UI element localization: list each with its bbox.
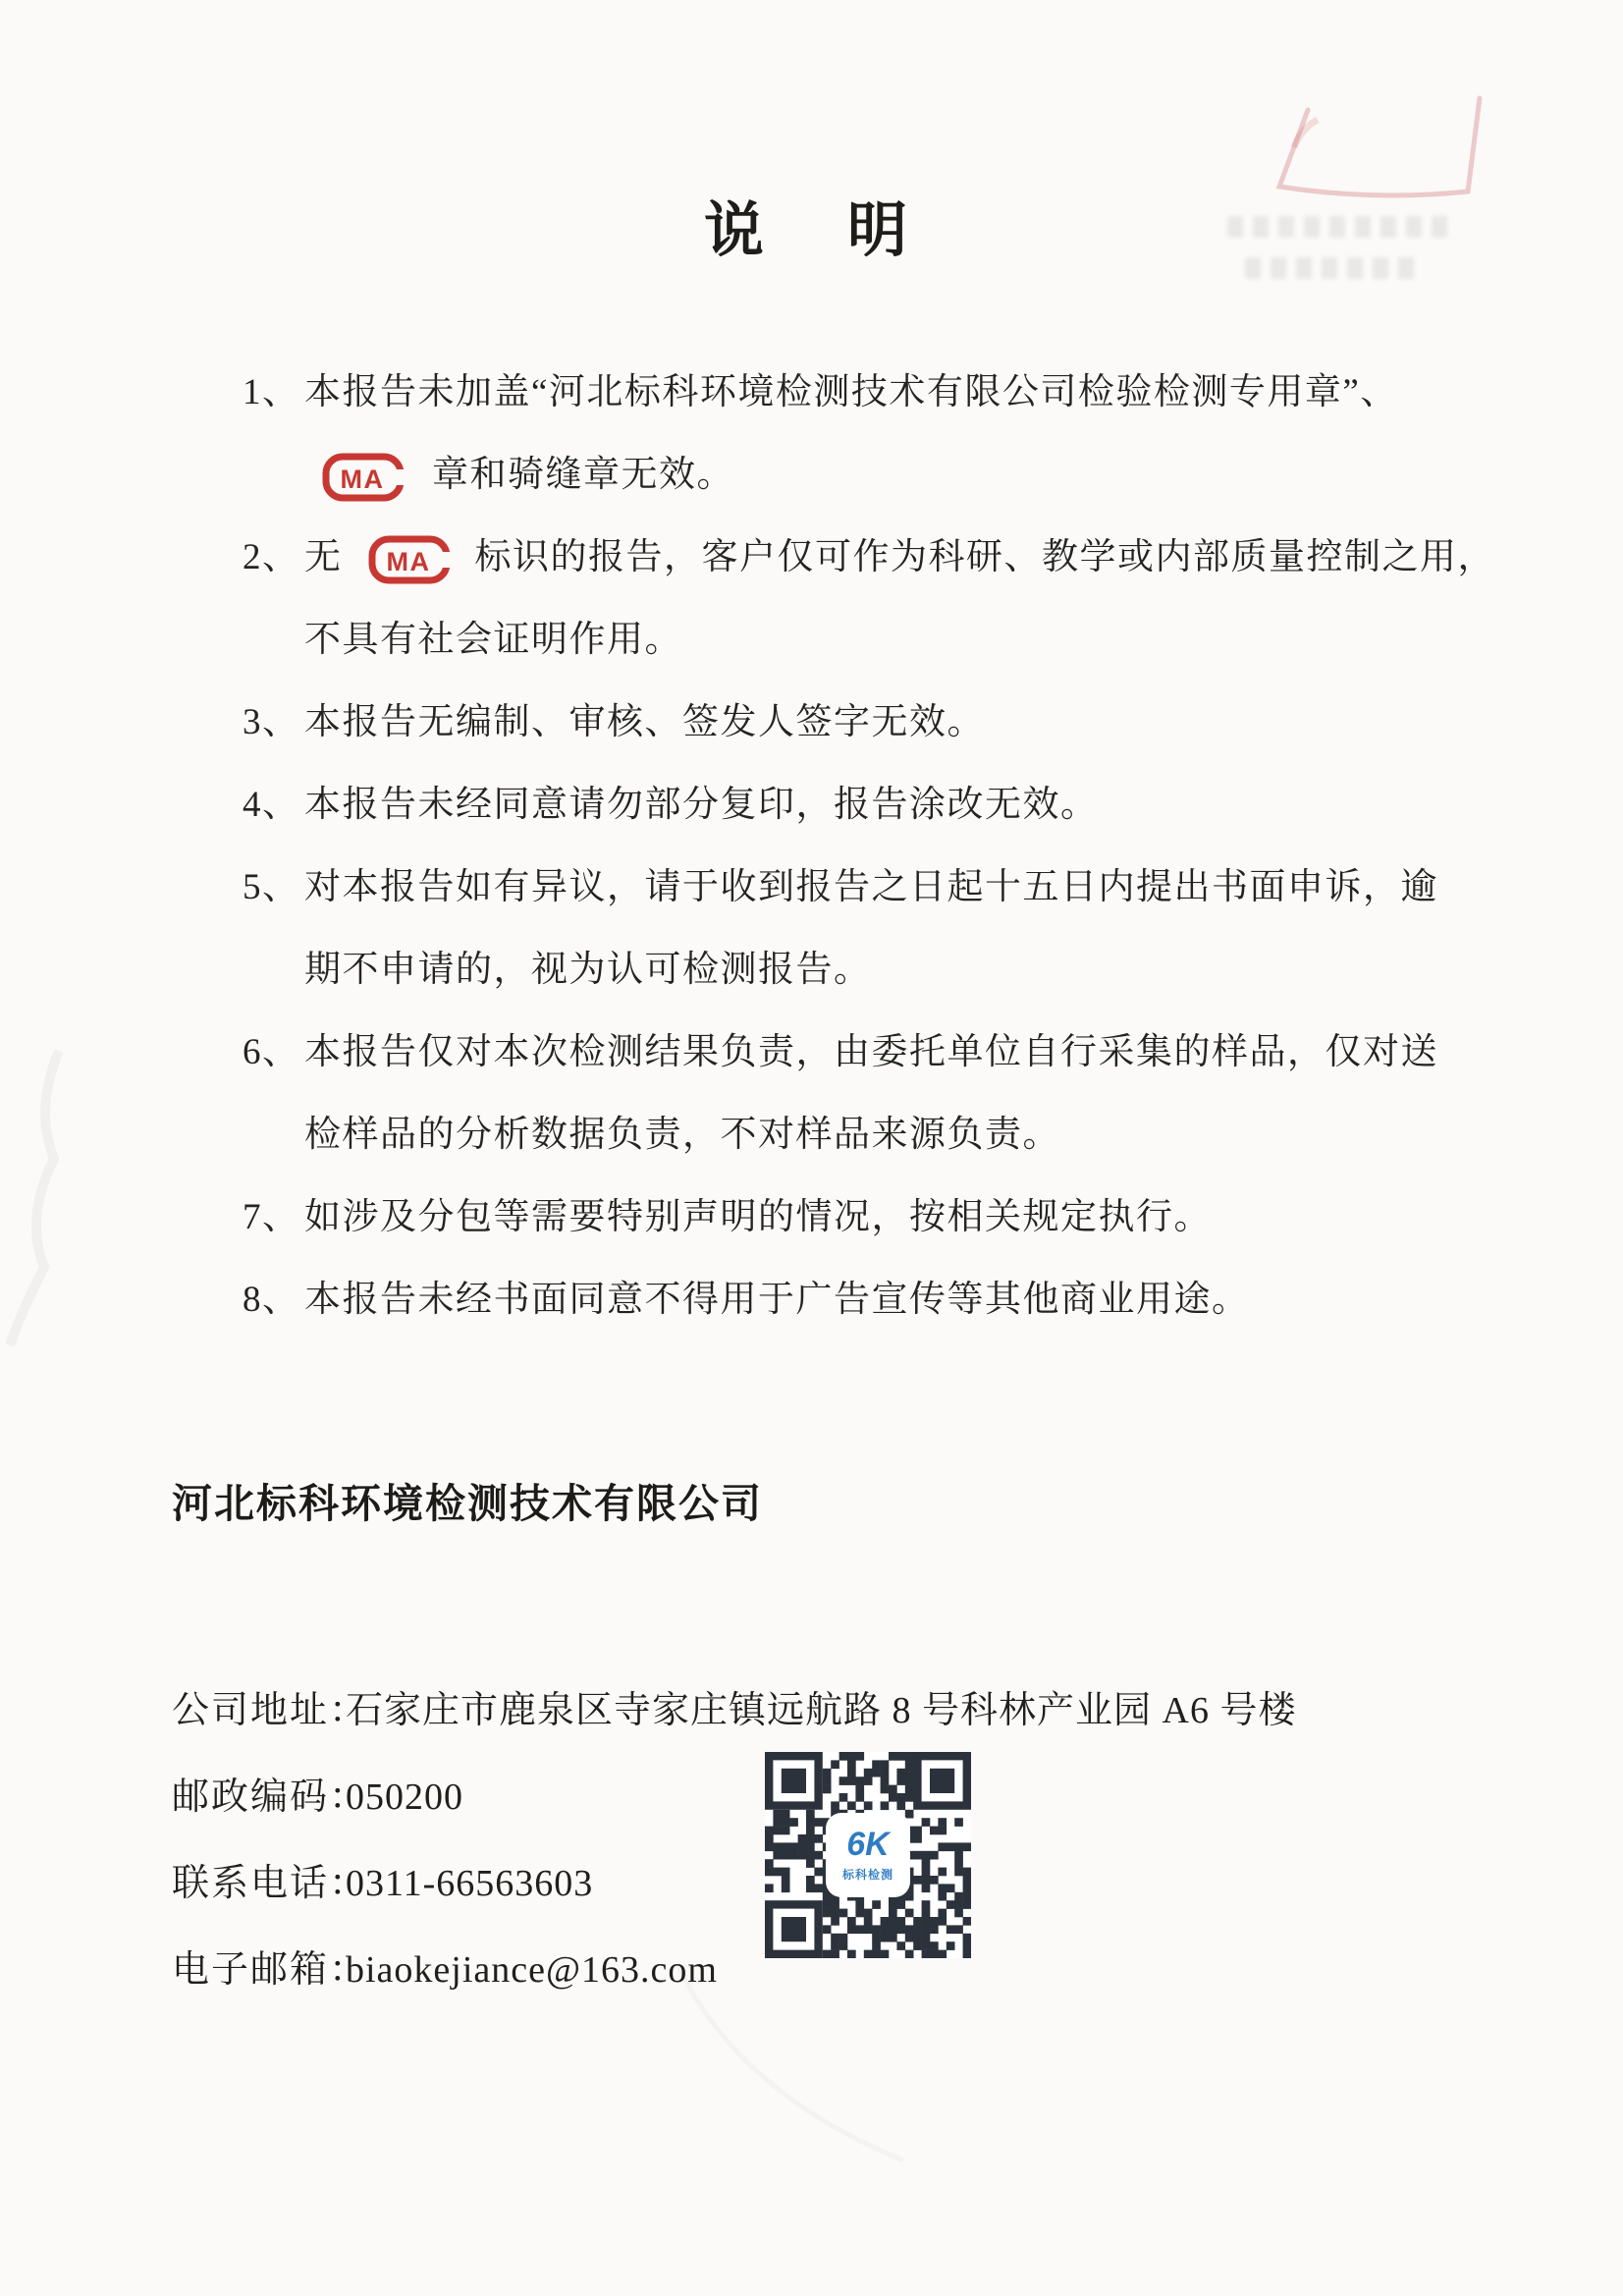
- note-6-line-1: [0, 1011, 1623, 1094]
- note-2-line-2: [0, 599, 1623, 682]
- phone-label: 联系电话：: [172, 1863, 369, 1904]
- note-1-text-after-stamp: 章和骑缝章无效。: [432, 455, 734, 495]
- note-5-text: 对本报告如有异议，请于收到报告之日起十五日内提出书面申诉，逾: [304, 867, 1438, 907]
- note-5-line-2: [0, 929, 1623, 1011]
- note-5-line-1: [0, 847, 1623, 929]
- postcode-label: 邮政编码：: [172, 1777, 369, 1818]
- address-label: 公司地址：: [172, 1690, 369, 1731]
- note-7-text: 如涉及分包等需要特别声明的情况，按相关规定执行。: [304, 1197, 1212, 1237]
- email-label: 电子邮箱：: [172, 1949, 369, 1991]
- note-6-number: 6、: [243, 1032, 300, 1072]
- note-8-text: 本报告未经书面同意不得用于广告宣传等其他商业用途。: [304, 1280, 1250, 1320]
- note-7-number: 7、: [243, 1197, 300, 1237]
- note-3-line-1: [0, 682, 1623, 764]
- note-8-number: 8、: [243, 1280, 300, 1320]
- cma-stamp-icon: [322, 450, 405, 499]
- qr-brand-mark: 6K: [846, 1826, 890, 1863]
- page-title: 说 明: [703, 198, 919, 264]
- note-6-text: 本报告仅对本次检测结果负责，由委托单位自行采集的样品，仅对送: [304, 1032, 1438, 1072]
- company-name: 河北标科环境检测技术有限公司: [172, 1481, 763, 1526]
- svg-text:MA: MA: [386, 546, 430, 576]
- note-4-number: 4、: [243, 785, 300, 825]
- note-4-text: 本报告未经同意请勿部分复印，报告涂改无效。: [304, 785, 1099, 825]
- note-6-text-cont: 检样品的分析数据负责，不对样品来源负责。: [304, 1115, 1060, 1155]
- contact-address-line: [172, 1667, 1296, 1754]
- note-2-line-1: [0, 517, 1623, 599]
- note-1-number: 1、: [243, 372, 300, 412]
- note-2-number: 2、: [243, 537, 300, 577]
- note-2-text-cont: 不具有社会证明作用。: [304, 620, 682, 660]
- note-1-line-1: [0, 352, 1623, 434]
- postcode-value: 050200: [346, 1777, 463, 1818]
- notes-list: [0, 352, 1623, 1341]
- note-4-line-1: [0, 764, 1623, 847]
- contact-postcode-line: [172, 1754, 1296, 1840]
- cma-stamp-icon: [368, 532, 451, 581]
- contact-phone-line: [172, 1840, 1296, 1927]
- note-8-line-1: [0, 1259, 1623, 1341]
- qr-center-logo: [826, 1813, 910, 1897]
- note-7-line-1: [0, 1176, 1623, 1259]
- contact-block: [172, 1667, 1296, 2013]
- note-1-text: 本报告未加盖“河北标科环境检测技术有限公司检验检测专用章”、: [304, 372, 1398, 412]
- contact-email-line: [172, 1927, 1296, 2013]
- note-5-text-cont: 期不申请的，视为认可检测报告。: [304, 950, 872, 990]
- phone-value: 0311-66563603: [346, 1863, 594, 1904]
- note-3-number: 3、: [243, 702, 300, 742]
- note-1-line-2: [0, 434, 1623, 517]
- address-value: 石家庄市鹿泉区寺家庄镇远航路 8 号科林产业园 A6 号楼: [346, 1690, 1297, 1731]
- note-3-text: 本报告无编制、审核、签发人签字无效。: [304, 702, 985, 742]
- svg-text:MA: MA: [340, 464, 385, 494]
- note-2-text-pre: 无: [304, 537, 343, 577]
- email-value: biaokejiance@163.com: [346, 1949, 718, 1991]
- qr-code: [765, 1752, 971, 1958]
- note-6-line-2: [0, 1094, 1623, 1176]
- note-2-text-rest: 标识的报告，客户仅可作为科研、教学或内部质量控制之用，: [474, 537, 1495, 577]
- qr-brand-caption: 标科检测: [841, 1868, 893, 1882]
- note-5-number: 5、: [243, 867, 300, 907]
